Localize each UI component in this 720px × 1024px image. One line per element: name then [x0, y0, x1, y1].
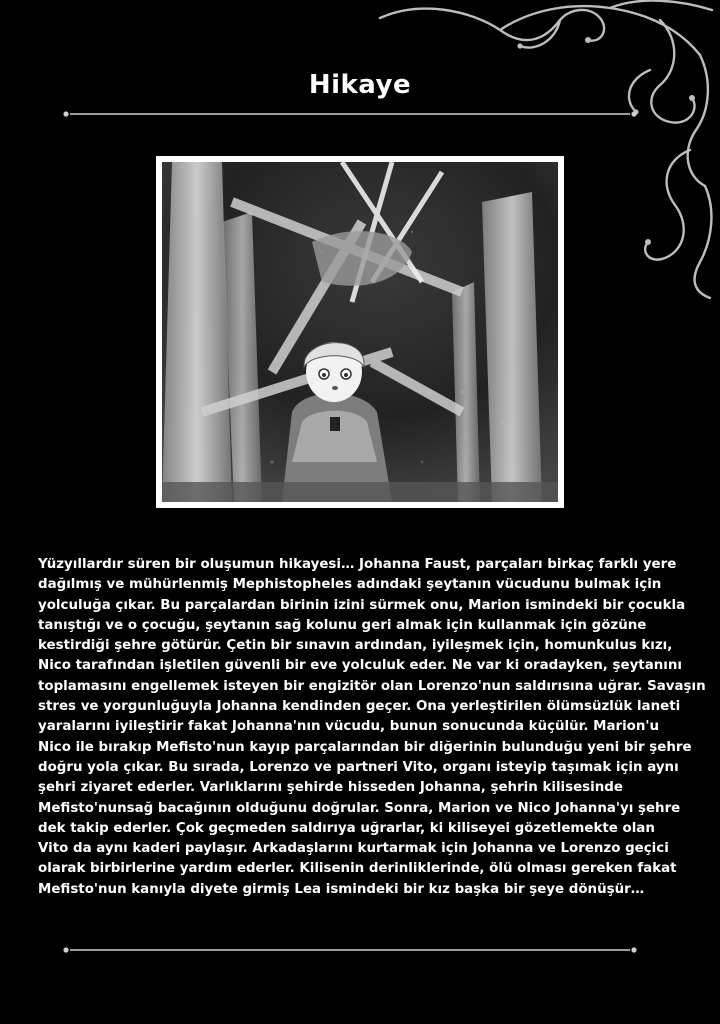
story-line: Nico tarafından işletilen güvenli bir eve yolculuk eder. Ne var ki oradayken, şeytanını	[38, 658, 682, 674]
horizontal-rule-divider	[62, 110, 638, 118]
story-line: toplamasını engellemek isteyen bir engizitör olan Lorenzo'nun saldırısına uğrar. Savaşın	[38, 678, 706, 694]
manga-panel-illustration	[156, 156, 564, 508]
story-line: Mefisto'nun kanıyla diyete girmiş Lea ismindeki bir kız başka bir şeye dönüşür…	[38, 881, 645, 897]
story-line: olarak birbirlerine yardım ederler. Kilisenin derinliklerinde, ölü olması gereken fakat	[38, 861, 677, 877]
story-line: kestirdiği şehre götürür. Çetin bir sınavın ardından, iyileşmek için, homunkulus kızı,	[38, 638, 673, 654]
story-line: şehri ziyaret ederler. Varlıklarını şehirde hisseden Johanna, şehrin kilisesinde	[38, 780, 623, 796]
story-line: tanıştığı ve o çocuğu, şeytanın sağ kolunu geri almak için kullanmak için gözüne	[38, 617, 647, 633]
story-line: Vito da aynı kaderi paylaşır. Arkadaşlarını kurtarmak için Johanna ve Lorenzo geçici	[38, 841, 669, 857]
story-line: Mefisto'nunsağ bacağının olduğunu doğrular. Sonra, Marion ve Nico Johanna'yı şehre	[38, 800, 681, 816]
story-line: stres ve yorgunluğuyla Johanna kendinden geçer. Ona yerleştirilen ölümsüzlük laneti	[38, 699, 681, 715]
story-line: Nico ile bırakıp Mefisto'nun kayıp parçalarından bir diğerinin bulunduğu yeni bir şehre	[38, 739, 692, 755]
story-line: dek takip ederler. Çok geçmeden saldırıya uğrarlar, ki kiliseyei gözetlemekte olan	[38, 820, 655, 836]
story-line: Yüzyıllardır süren bir oluşumun hikayesi… Johanna Faust, parçaları birkaç farklı yere	[38, 557, 677, 572]
page-title: Hikaye	[308, 70, 412, 100]
story-line: dağılmış ve mühürlenmiş Mephistopheles adındaki şeytanın vücudunu bulmak için	[38, 577, 662, 593]
story-line: doğru yola çıkar. Bu sırada, Lorenzo ve partneri Vito, organı isteyip taşımak için aynı	[38, 759, 679, 775]
story-line: yaralarını iyileştirir fakat Johanna'nın vücudu, bunun sonucunda küçülür. Marion'u	[38, 719, 660, 735]
horizontal-rule-divider	[62, 946, 638, 954]
story-text	[38, 555, 706, 900]
story-line: yolculuğa çıkar. Bu parçalardan birinin izini sürmek onu, Marion ismindeki bir çocukla	[38, 597, 686, 613]
